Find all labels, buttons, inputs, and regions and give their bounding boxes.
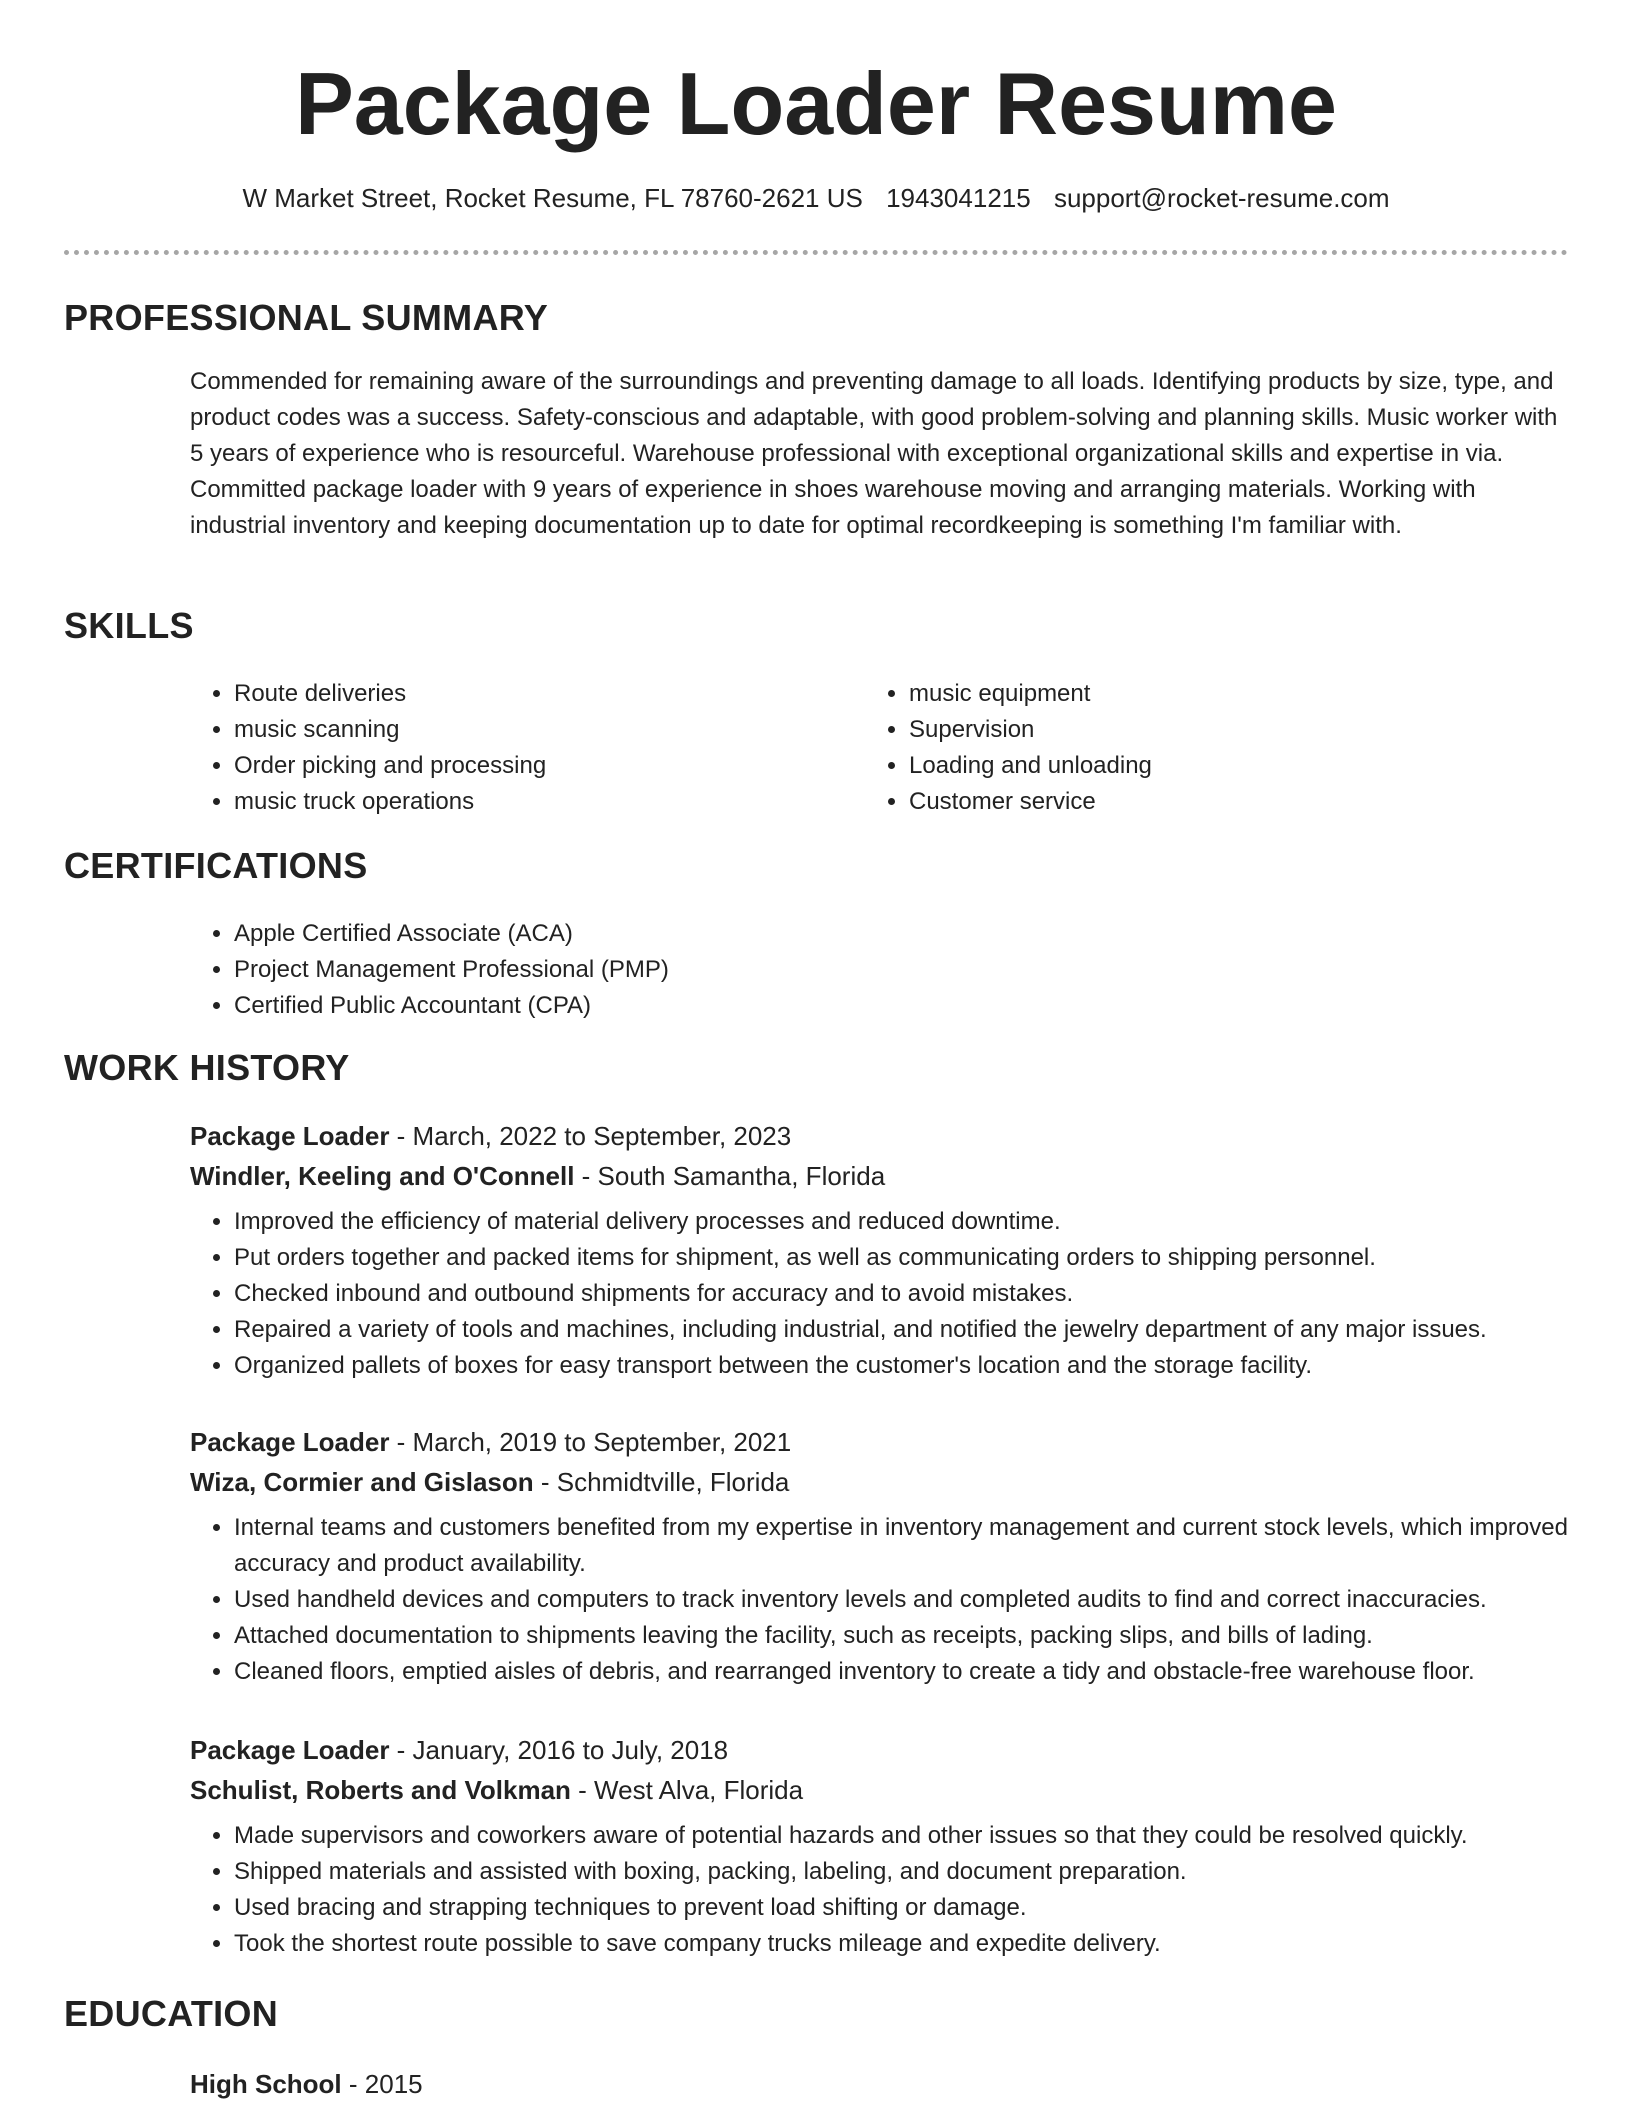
list-item: • Put orders together and packed items for shipment, as well as communicating orders to shipping personnel. bbox=[234, 1240, 1568, 1276]
contact-line bbox=[64, 180, 1568, 216]
job-title-line bbox=[190, 1422, 1568, 1462]
job-title: Package Loader bbox=[190, 1121, 390, 1151]
job-duties-list bbox=[190, 1818, 1568, 1962]
job-location: - Schmidtville, Florida bbox=[533, 1467, 790, 1497]
list-item: • music scanning bbox=[234, 712, 830, 748]
job-title: Package Loader bbox=[190, 1427, 390, 1457]
job-company-line bbox=[190, 1770, 1568, 1810]
summary-text: Commended for remaining aware of the surroundings and preventing damage to all loads. Identifying products by size, type, and product codes was a success. Safety-conscious and adaptable, with good problem-solving and planning skills. Music worker with 5 years of experience who is resourceful. Warehouse professional with exceptional organizational skills and expertise in via. Committed package loader with 9 years of experience in shoes warehouse moving and arranging materials. Working with industrial inventory and keeping documentation up to date for optimal recordkeeping is something I'm familiar with. bbox=[190, 368, 1558, 539]
job-company: Schulist, Roberts and Volkman bbox=[190, 1775, 571, 1805]
job-location: - South Samantha, Florida bbox=[574, 1161, 886, 1191]
list-item: • Used handheld devices and computers to track inventory levels and completed audits to find and correct inaccuracies. bbox=[234, 1582, 1568, 1618]
education-entry bbox=[190, 2064, 423, 2104]
section-title-education: EDUCATION bbox=[64, 1993, 279, 2034]
skills-column-right bbox=[865, 676, 1505, 820]
list-item: • Repaired a variety of tools and machines, including industrial, and notified the jewelry department of any major issues. bbox=[234, 1312, 1568, 1348]
skills-list-right bbox=[865, 676, 1505, 820]
job-dates: - March, 2019 to September, 2021 bbox=[389, 1427, 792, 1457]
contact-email: support@rocket-resume.com bbox=[1053, 183, 1390, 213]
list-item: • Shipped materials and assisted with boxing, packing, labeling, and document preparation. bbox=[234, 1854, 1568, 1890]
list-item: • Organized pallets of boxes for easy transport between the customer's location and the storage facility. bbox=[234, 1348, 1568, 1384]
job-duties-list bbox=[190, 1204, 1568, 1384]
list-item: • Project Management Professional (PMP) bbox=[234, 952, 1190, 988]
list-item: • Loading and unloading bbox=[909, 748, 1505, 784]
job-company-line bbox=[190, 1462, 1568, 1502]
skills-list-left bbox=[190, 676, 830, 820]
list-item: • Improved the efficiency of material delivery processes and reduced downtime. bbox=[234, 1204, 1568, 1240]
job-entry bbox=[190, 1730, 1568, 1962]
resume-title: Package Loader Resume bbox=[295, 54, 1337, 153]
education-degree: High School bbox=[190, 2069, 342, 2099]
job-title-line bbox=[190, 1116, 1568, 1156]
job-duties-list bbox=[190, 1510, 1568, 1690]
header-divider bbox=[64, 250, 1568, 255]
job-entry bbox=[190, 1422, 1568, 1690]
list-item: • music equipment bbox=[909, 676, 1505, 712]
list-item: • Route deliveries bbox=[234, 676, 830, 712]
list-item: • Apple Certified Associate (ACA) bbox=[234, 916, 1190, 952]
section-title-work-history: WORK HISTORY bbox=[64, 1047, 350, 1088]
certifications-list bbox=[190, 916, 1190, 1024]
list-item: • Supervision bbox=[909, 712, 1505, 748]
contact-address: W Market Street, Rocket Resume, FL 78760-2621 US bbox=[242, 183, 863, 213]
skills-column-left bbox=[190, 676, 830, 820]
section-title-summary: PROFESSIONAL SUMMARY bbox=[64, 297, 549, 338]
certifications-block bbox=[190, 916, 1190, 1024]
job-dates: - March, 2022 to September, 2023 bbox=[389, 1121, 792, 1151]
list-item: • Order picking and processing bbox=[234, 748, 830, 784]
section-title-certifications: CERTIFICATIONS bbox=[64, 845, 368, 886]
list-item: • Made supervisors and coworkers aware of potential hazards and other issues so that they could be resolved quickly. bbox=[234, 1818, 1568, 1854]
education-year: - 2015 bbox=[341, 2069, 423, 2099]
contact-phone: 1943041215 bbox=[886, 183, 1031, 213]
job-dates: - January, 2016 to July, 2018 bbox=[389, 1735, 729, 1765]
job-title-line bbox=[190, 1730, 1568, 1770]
job-title: Package Loader bbox=[190, 1735, 390, 1765]
list-item: • Cleaned floors, emptied aisles of debris, and rearranged inventory to create a tidy and obstacle-free warehouse floor. bbox=[234, 1654, 1568, 1690]
list-item: • Took the shortest route possible to save company trucks mileage and expedite delivery. bbox=[234, 1926, 1568, 1962]
job-location: - West Alva, Florida bbox=[570, 1775, 804, 1805]
section-title-skills: SKILLS bbox=[64, 605, 194, 646]
job-company: Wiza, Cormier and Gislason bbox=[190, 1467, 534, 1497]
list-item: • Checked inbound and outbound shipments for accuracy and to avoid mistakes. bbox=[234, 1276, 1568, 1312]
job-entry bbox=[190, 1116, 1568, 1384]
list-item: • Customer service bbox=[909, 784, 1505, 820]
list-item: • music truck operations bbox=[234, 784, 830, 820]
job-company: Windler, Keeling and O'Connell bbox=[190, 1161, 575, 1191]
job-company-line bbox=[190, 1156, 1568, 1196]
list-item: • Certified Public Accountant (CPA) bbox=[234, 988, 1190, 1024]
list-item: • Attached documentation to shipments leaving the facility, such as receipts, packing slips, and bills of lading. bbox=[234, 1618, 1568, 1654]
list-item: • Used bracing and strapping techniques to prevent load shifting or damage. bbox=[234, 1890, 1568, 1926]
list-item: • Internal teams and customers benefited from my expertise in inventory management and current stock levels, which improved accuracy and product availability. bbox=[234, 1510, 1568, 1582]
